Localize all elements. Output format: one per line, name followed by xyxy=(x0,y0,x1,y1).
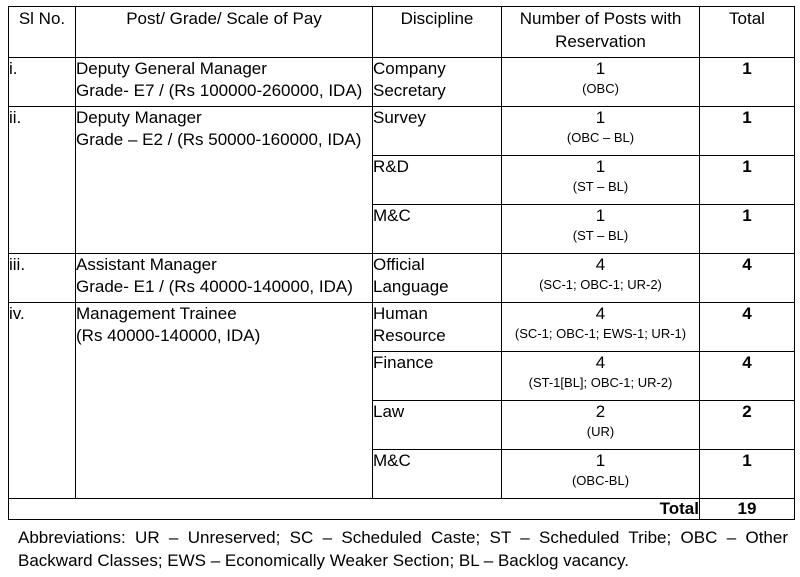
reservation-detail: (ST-1[BL]; OBC-1; UR-2) xyxy=(528,375,673,390)
post-grade-cell xyxy=(76,107,373,254)
row-total-cell: 2 xyxy=(700,401,795,450)
posts-table xyxy=(8,6,795,520)
posts-reservation-cell xyxy=(502,254,700,303)
table-row xyxy=(9,303,795,352)
post-grade-cell xyxy=(76,303,373,499)
reservation-detail: (OBC-BL) xyxy=(571,473,630,488)
post-grade-cell xyxy=(76,254,373,303)
post-name: Deputy General Manager xyxy=(76,59,267,78)
post-grade-cell xyxy=(76,58,373,107)
row-total-cell: 1 xyxy=(700,58,795,107)
reservation-detail: (SC-1; OBC-1; EWS-1; UR-1) xyxy=(514,326,687,341)
reservation-detail: (SC-1; OBC-1; UR-2) xyxy=(539,277,662,292)
reservation-detail: (UR) xyxy=(586,424,615,439)
header-post: Post/ Grade/ Scale of Pay xyxy=(76,7,373,58)
discipline-cell: Finance xyxy=(373,352,502,401)
posts-reservation-cell xyxy=(502,352,700,401)
table-row xyxy=(9,58,795,107)
sl-no-cell: i. xyxy=(9,58,76,107)
posts-reservation-cell xyxy=(502,401,700,450)
posts-count: 1 xyxy=(595,59,606,78)
posts-reservation-cell xyxy=(502,205,700,254)
posts-count: 4 xyxy=(595,353,606,372)
post-grade-scale: Grade- E7 / (Rs 100000-260000, IDA) xyxy=(76,81,363,100)
posts-reservation-cell xyxy=(502,107,700,156)
table-row xyxy=(9,107,795,156)
sl-no-cell: iv. xyxy=(9,303,76,499)
row-total-cell: 1 xyxy=(700,205,795,254)
posts-count: 1 xyxy=(595,206,606,225)
posts-reservation-cell xyxy=(502,450,700,499)
posts-count: 4 xyxy=(595,304,606,323)
post-name: Assistant Manager xyxy=(76,255,217,274)
header-sl-no: Sl No. xyxy=(9,7,76,58)
posts-count: 2 xyxy=(595,402,606,421)
post-name: Deputy Manager xyxy=(76,108,202,127)
grand-total-label: Total xyxy=(9,499,700,520)
header-discipline: Discipline xyxy=(373,7,502,58)
discipline-cell: Survey xyxy=(373,107,502,156)
post-name: Management Trainee xyxy=(76,304,237,323)
post-grade-scale: (Rs 40000-140000, IDA) xyxy=(76,326,261,345)
post-grade-scale: Grade- E1 / (Rs 40000-140000, IDA) xyxy=(76,277,353,296)
posts-count: 1 xyxy=(595,157,606,176)
discipline-cell: Human Resource xyxy=(373,303,502,352)
discipline-cell: M&C xyxy=(373,205,502,254)
abbreviations-note: Abbreviations: UR – Unreserved; SC – Scheduled Caste; ST – Scheduled Tribe; OBC – Other Backward Classes; EWS – Economically Weaker Section; BL – Backlog vacancy. xyxy=(18,528,788,570)
posts-reservation-cell xyxy=(502,156,700,205)
header-posts-reservation: Number of Posts with Reservation xyxy=(502,7,700,58)
row-total-cell: 1 xyxy=(700,156,795,205)
reservation-detail: (OBC) xyxy=(582,81,619,96)
reservation-detail: (OBC – BL) xyxy=(566,130,635,145)
row-total-cell: 1 xyxy=(700,107,795,156)
post-grade-scale: Grade – E2 / (Rs 50000-160000, IDA) xyxy=(76,130,362,149)
sl-no-cell: ii. xyxy=(9,107,76,254)
discipline-cell: Company Secretary xyxy=(373,58,502,107)
reservation-detail: (ST – BL) xyxy=(572,179,629,194)
header-row xyxy=(9,7,795,58)
posts-reservation-cell xyxy=(502,303,700,352)
row-total-cell: 4 xyxy=(700,254,795,303)
posts-count: 4 xyxy=(595,255,606,274)
sl-no-cell: iii. xyxy=(9,254,76,303)
reservation-detail: (ST – BL) xyxy=(572,228,629,243)
posts-count: 1 xyxy=(595,108,606,127)
discipline-cell: Official Language xyxy=(373,254,502,303)
header-total: Total xyxy=(700,7,795,58)
table-body xyxy=(9,58,795,499)
total-row xyxy=(9,499,795,520)
posts-reservation-cell xyxy=(502,58,700,107)
posts-count: 1 xyxy=(595,451,606,470)
row-total-cell: 1 xyxy=(700,450,795,499)
table-row xyxy=(9,254,795,303)
row-total-cell: 4 xyxy=(700,303,795,352)
discipline-cell: R&D xyxy=(373,156,502,205)
discipline-cell: M&C xyxy=(373,450,502,499)
grand-total-value: 19 xyxy=(700,499,795,520)
discipline-cell: Law xyxy=(373,401,502,450)
row-total-cell: 4 xyxy=(700,352,795,401)
